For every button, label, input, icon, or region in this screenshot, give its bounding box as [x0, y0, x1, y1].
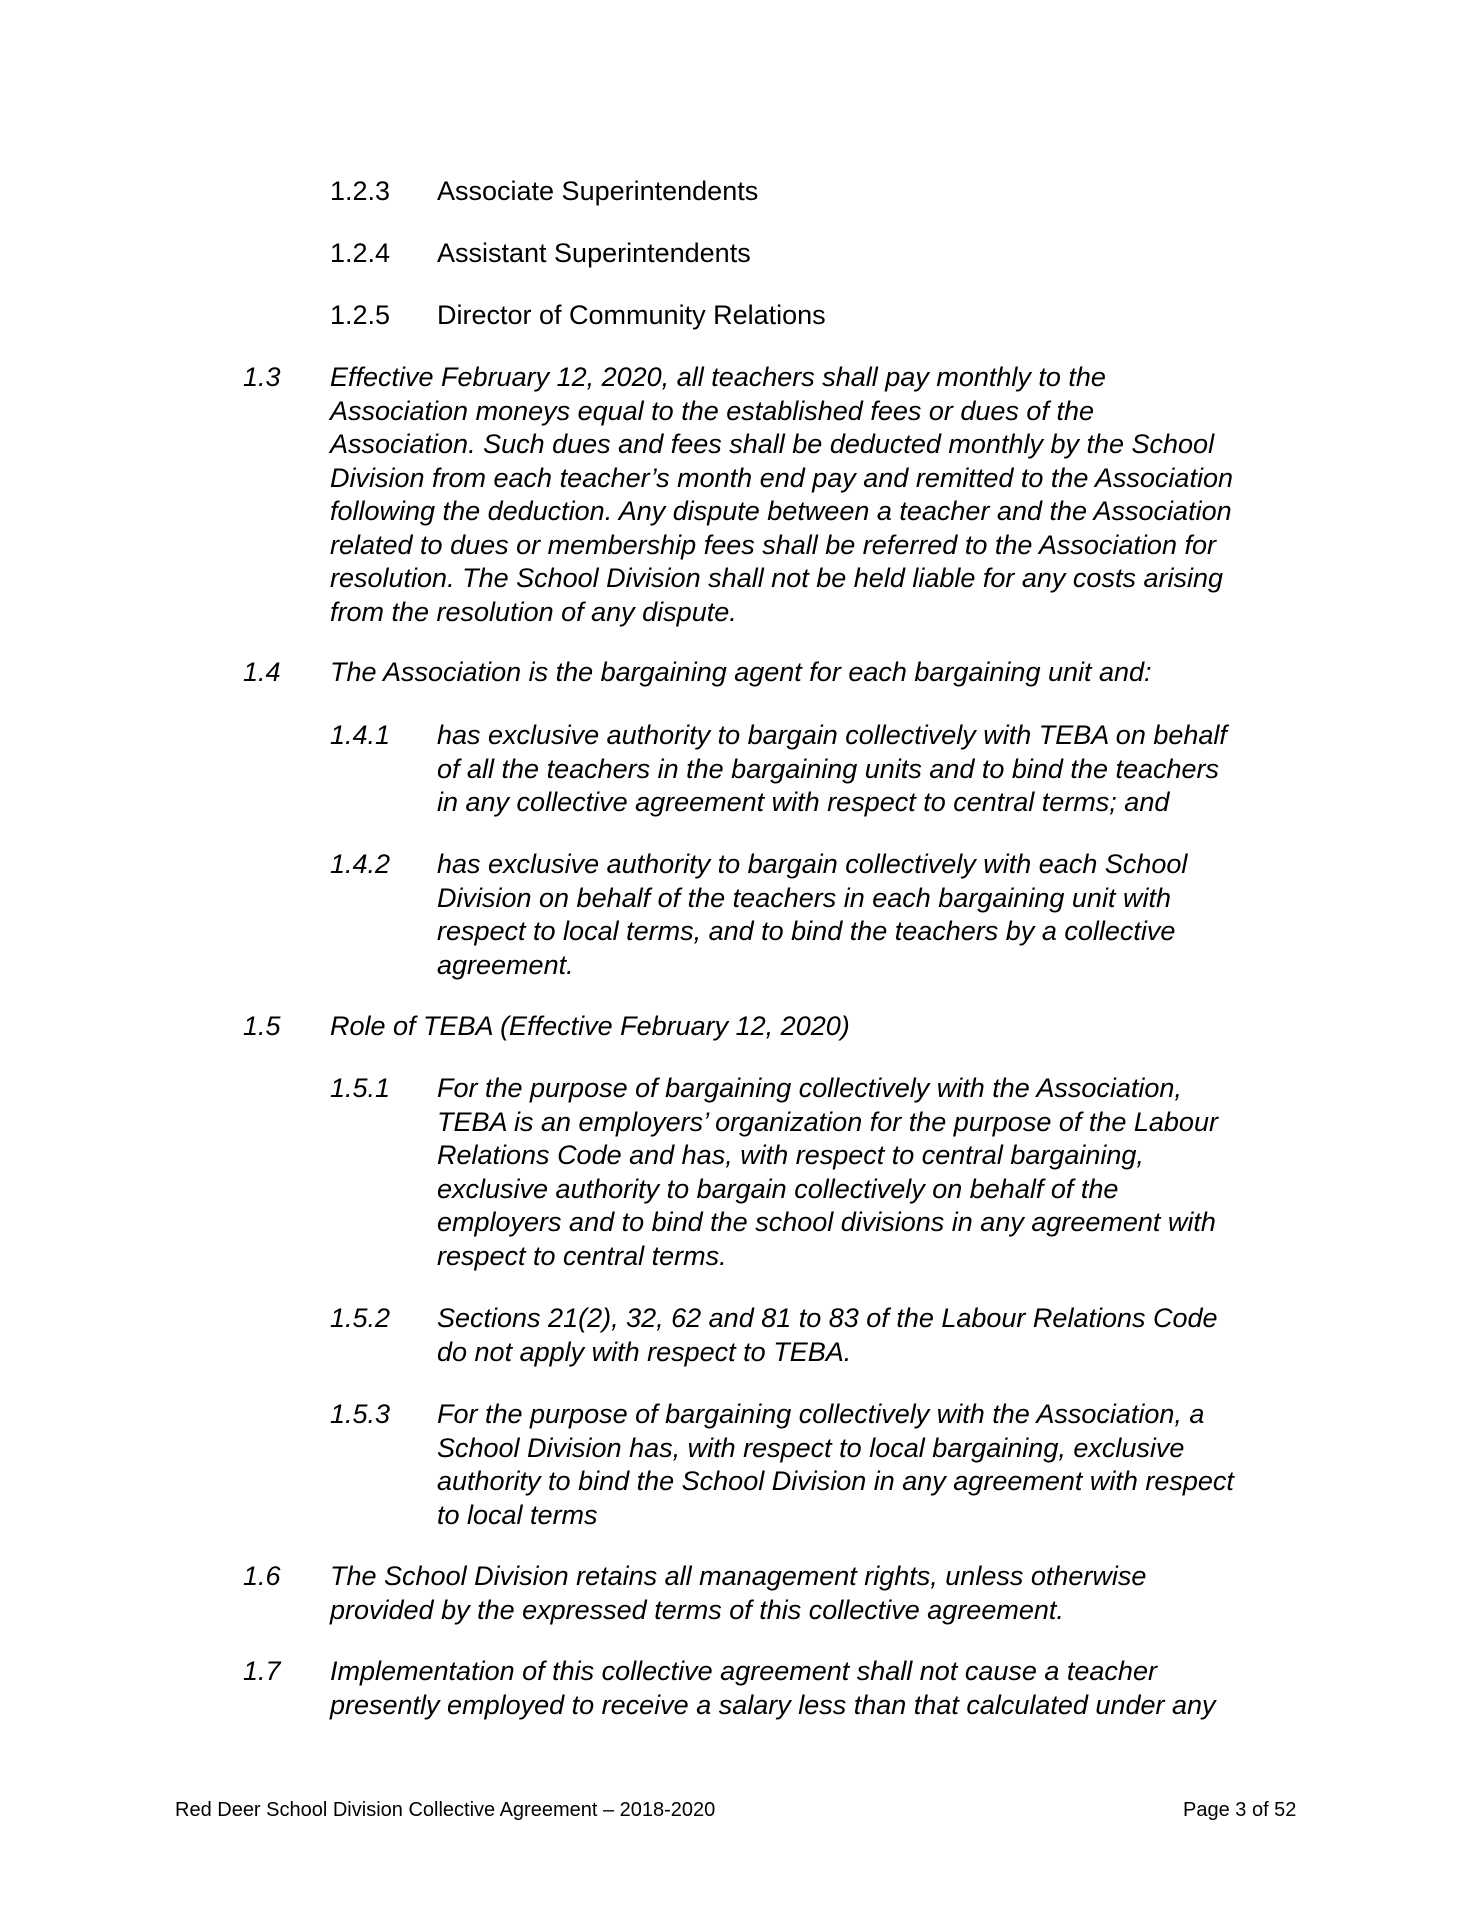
- clause-line: The School Division retains all management rights, unless otherwise: [330, 1561, 1147, 1591]
- clause-line: has exclusive authority to bargain collectively with TEBA on behalf: [437, 720, 1227, 750]
- clause-line: Associate Superintendents: [437, 176, 759, 206]
- clause-line: in any collective agreement with respect to central terms; and: [437, 787, 1170, 817]
- clause-line: Sections 21(2), 32, 62 and 81 to 83 of the Labour Relations Code: [437, 1303, 1218, 1333]
- clause-line: employers and to bind the school divisions in any agreement with: [437, 1207, 1216, 1237]
- clause-number: 1.2.4: [330, 238, 391, 268]
- clause-line: Implementation of this collective agreement shall not cause a teacher: [330, 1656, 1157, 1686]
- clause-number: 1.7: [243, 1656, 281, 1686]
- clause-line: The Association is the bargaining agent for each bargaining unit and:: [330, 657, 1152, 687]
- clause-line: to local terms: [437, 1499, 598, 1530]
- clause-text: [330, 656, 1152, 690]
- clause-text: [437, 175, 758, 209]
- clause-text: [330, 1655, 1216, 1722]
- clause-line: For the purpose of bargaining collectively with the Association, a: [437, 1399, 1205, 1429]
- clause-line: respect to local terms, and to bind the teachers by a collective: [437, 916, 1176, 946]
- clause-line: respect to central terms.: [437, 1240, 727, 1271]
- clause-line: Association. Such dues and fees shall be deducted monthly by the School: [330, 429, 1215, 459]
- clause-text: [437, 1398, 1234, 1532]
- clause-text: [330, 1560, 1146, 1627]
- clause-line: following the deduction. Any dispute between a teacher and the Association: [330, 496, 1232, 526]
- clause-text: [437, 237, 751, 271]
- footer-title: Red Deer School Division Collective Agreement – 2018-2020: [175, 1799, 716, 1821]
- clause-text: [330, 1010, 850, 1044]
- clause-text: [437, 848, 1187, 982]
- clause-line: For the purpose of bargaining collectively with the Association,: [437, 1073, 1182, 1103]
- clause-line: Director of Community Relations: [437, 300, 826, 330]
- clause-line: do not apply with respect to TEBA.: [437, 1336, 852, 1367]
- clause-text: [437, 1072, 1218, 1273]
- clause-line: authority to bind the School Division in any agreement with respect: [437, 1466, 1234, 1496]
- clause-number: 1.5.2: [330, 1303, 391, 1333]
- clause-line: Effective February 12, 2020, all teachers shall pay monthly to the: [330, 362, 1106, 392]
- clause-number: 1.4.1: [330, 720, 391, 750]
- clause-line: from the resolution of any dispute.: [330, 596, 737, 627]
- clause-line: Division on behalf of the teachers in each bargaining unit with: [437, 882, 1171, 913]
- clause-text: [437, 719, 1227, 820]
- clause-line: of all the teachers in the bargaining units and to bind the teachers: [437, 753, 1220, 784]
- clause-line: agreement.: [437, 949, 574, 980]
- clause-line: Relations Code and has, with respect to central bargaining,: [437, 1140, 1144, 1170]
- clause-line: presently employed to receive a salary less than that calculated under any: [330, 1689, 1216, 1720]
- clause-line: exclusive authority to bargain collectively on behalf of the: [437, 1173, 1119, 1204]
- clause-line: provided by the expressed terms of this collective agreement.: [330, 1594, 1064, 1625]
- clause-number: 1.5.3: [330, 1399, 391, 1429]
- clause-line: Role of TEBA (Effective February 12, 2020): [330, 1011, 850, 1041]
- clause-line: resolution. The School Division shall not be held liable for any costs arising: [330, 563, 1223, 593]
- clause-number: 1.4: [243, 657, 281, 687]
- clause-number: 1.3: [243, 362, 281, 392]
- clause-line: Division from each teacher’s month end pay and remitted to the Association: [330, 462, 1233, 493]
- clause-number: 1.6: [243, 1561, 281, 1591]
- clause-number: 1.5: [243, 1011, 281, 1041]
- clause-line: related to dues or membership fees shall be referred to the Association for: [330, 529, 1216, 560]
- clause-number: 1.4.2: [330, 849, 391, 879]
- clause-text: [437, 299, 826, 333]
- footer-page-number: Page 3 of 52: [1183, 1799, 1297, 1821]
- clause-text: [330, 361, 1233, 629]
- clause-line: School Division has, with respect to local bargaining, exclusive: [437, 1432, 1185, 1463]
- clause-line: Assistant Superintendents: [437, 238, 751, 268]
- clause-number: 1.2.5: [330, 300, 391, 330]
- clause-line: TEBA is an employers’ organization for the purpose of the Labour: [437, 1106, 1218, 1137]
- clause-line: has exclusive authority to bargain collectively with each School: [437, 849, 1188, 879]
- clause-number: 1.2.3: [330, 176, 391, 206]
- clause-text: [437, 1302, 1218, 1369]
- clause-line: Association moneys equal to the established fees or dues of the: [330, 395, 1094, 426]
- clause-number: 1.5.1: [330, 1073, 391, 1103]
